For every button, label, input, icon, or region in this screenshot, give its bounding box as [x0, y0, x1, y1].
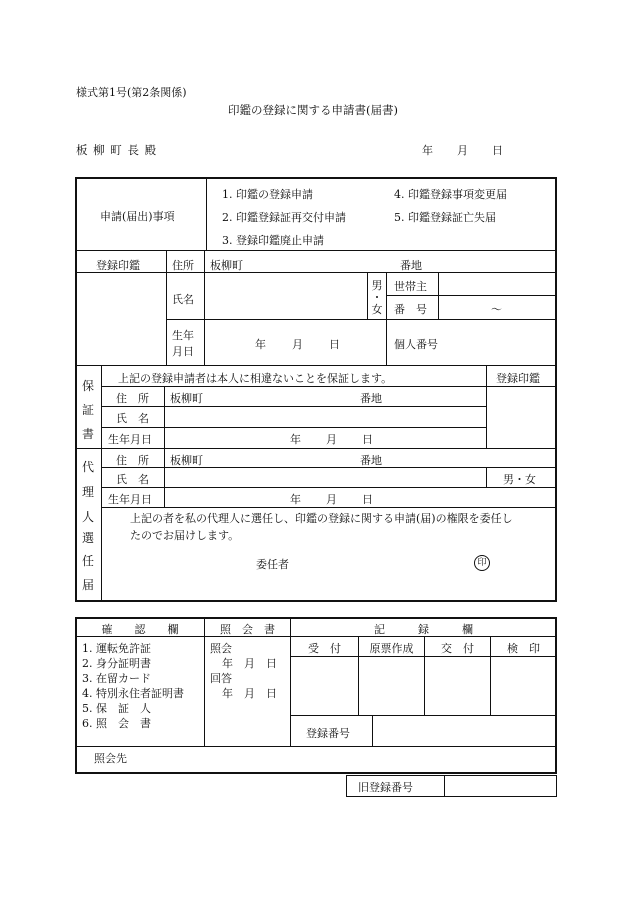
- confirm-item-id-certificate[interactable]: 2. 身分証明書: [82, 657, 151, 670]
- inquiry-sent-date: 年 月 日: [222, 657, 277, 670]
- confirm-item-permanent-resident[interactable]: 4. 特別永住者証明書: [82, 687, 184, 700]
- header-date-day: 日: [492, 144, 503, 157]
- agent-birth-label: 生年月日: [108, 493, 152, 506]
- confirm-header: 確 認 欄: [101, 623, 179, 636]
- guarantor-side-3: 書: [82, 427, 95, 441]
- agent-birth-year: 年: [290, 493, 301, 506]
- guarantor-seal-label: 登録印鑑: [496, 372, 540, 385]
- agent-side-4: 選: [82, 531, 95, 545]
- applicant-seal-label: 登録印鑑: [96, 259, 140, 272]
- old-registration-number-label: 旧登録番号: [358, 781, 413, 794]
- confirm-item-guarantor[interactable]: 5. 保 証 人: [82, 702, 151, 715]
- referral-label: 照会先: [94, 752, 127, 765]
- agent-side-2: 理: [82, 485, 95, 499]
- number-range-mark: ～: [491, 303, 502, 316]
- agent-side-3: 人: [82, 510, 95, 524]
- agent-name-label: 氏 名: [116, 473, 149, 486]
- applicant-birth-year: 年: [255, 338, 266, 351]
- guarantor-side-2: 証: [82, 403, 95, 417]
- number-label: 番 号: [394, 303, 427, 316]
- guarantor-birth-month: 月: [326, 433, 337, 446]
- agent-side-1: 代: [82, 460, 95, 474]
- agent-gender[interactable]: 男・女: [503, 473, 536, 486]
- option-certificate-lost[interactable]: 5. 印鑑登録証亡失届: [394, 211, 496, 224]
- gender-male[interactable]: 男: [371, 279, 383, 292]
- guarantor-address-banchi: 番地: [360, 392, 382, 405]
- confirm-item-inquiry[interactable]: 6. 照 会 書: [82, 717, 151, 730]
- agent-name-field[interactable]: [166, 468, 484, 487]
- delegator-label: 委任者: [256, 558, 289, 571]
- personal-number-label: 個人番号: [394, 338, 438, 351]
- applicant-birth-month: 月: [292, 338, 303, 351]
- record-col-ledger: 原票作成: [369, 642, 414, 655]
- guarantor-birth-year: 年: [290, 433, 301, 446]
- applicant-name-label: 氏名: [172, 293, 194, 306]
- inquiry-header: 照 会 書: [220, 623, 275, 636]
- birth-label-line1: 生年: [172, 329, 194, 342]
- confirm-item-residence-card[interactable]: 3. 在留カード: [82, 672, 151, 685]
- guarantor-name-field[interactable]: [166, 407, 484, 427]
- agent-statement-line2: たのでお届けします。: [130, 529, 240, 542]
- old-registration-number-field[interactable]: [446, 776, 556, 796]
- agent-statement-line1: 上記の者を私の代理人に選任し、印鑑の登録に関する申請(届)の権限を委任し: [130, 512, 513, 525]
- header-date-month: 月: [457, 144, 468, 157]
- agent-side-6: 届: [82, 578, 95, 592]
- option-seal-registration[interactable]: 1. 印鑑の登録申請: [222, 188, 313, 201]
- option-change-notice[interactable]: 4. 印鑑登録事項変更届: [394, 188, 507, 201]
- applicant-name-field[interactable]: [206, 274, 366, 318]
- header-date-year: 年: [422, 144, 433, 157]
- referral-field[interactable]: [140, 748, 554, 772]
- applicant-birth-day: 日: [329, 338, 340, 351]
- seal-mark-icon: 印: [474, 555, 490, 571]
- guarantor-address-town: 板柳町: [170, 392, 203, 405]
- gender-separator: ・: [371, 291, 383, 304]
- applicant-address-town: 板柳町: [210, 259, 243, 272]
- option-certificate-reissue[interactable]: 2. 印鑑登録証再交付申請: [222, 211, 346, 224]
- agent-address-banchi: 番地: [360, 454, 382, 467]
- guarantor-name-label: 氏 名: [116, 412, 149, 425]
- agent-address-label: 住 所: [116, 454, 149, 467]
- guarantor-birth-day: 日: [362, 433, 373, 446]
- registration-number-field[interactable]: [374, 717, 555, 745]
- inquiry-reply-date: 年 月 日: [222, 687, 277, 700]
- agent-side-5: 任: [82, 554, 95, 568]
- guarantor-side-1: 保: [82, 379, 95, 393]
- application-items-label: 申請(届出)事項: [100, 210, 175, 223]
- guarantor-address-label: 住 所: [116, 392, 149, 405]
- record-col-issue: 交 付: [441, 642, 474, 655]
- record-col-inspection: 検 印: [507, 642, 540, 655]
- inquiry-sent-label: 照会: [210, 642, 232, 655]
- birth-label-line2: 月日: [172, 345, 194, 358]
- record-col-reception: 受 付: [308, 642, 341, 655]
- agent-birth-day: 日: [362, 493, 373, 506]
- confirm-item-license[interactable]: 1. 運転免許証: [82, 642, 151, 655]
- agent-address-town: 板柳町: [170, 454, 203, 467]
- applicant-address-field[interactable]: [206, 251, 556, 271]
- agent-birth-month: 月: [326, 493, 337, 506]
- form-title: 印鑑の登録に関する申請書(届書): [228, 103, 398, 117]
- addressee: 板 柳 町 長 殿: [76, 143, 158, 157]
- gender-female[interactable]: 女: [371, 303, 383, 316]
- option-seal-abolition[interactable]: 3. 登録印鑑廃止申請: [222, 234, 324, 247]
- record-header: 記 録 欄: [374, 623, 473, 636]
- guarantor-birth-label: 生年月日: [108, 433, 152, 446]
- guarantor-statement: 上記の登録申請者は本人に相違ないことを保証します。: [118, 372, 393, 385]
- householder-label: 世帯主: [394, 280, 427, 293]
- applicant-address-label: 住所: [172, 259, 194, 272]
- applicant-address-banchi: 番地: [400, 259, 422, 272]
- form-number: 様式第1号(第2条関係): [76, 86, 187, 99]
- inquiry-reply-label: 回答: [210, 672, 232, 685]
- registration-number-label: 登録番号: [306, 727, 350, 740]
